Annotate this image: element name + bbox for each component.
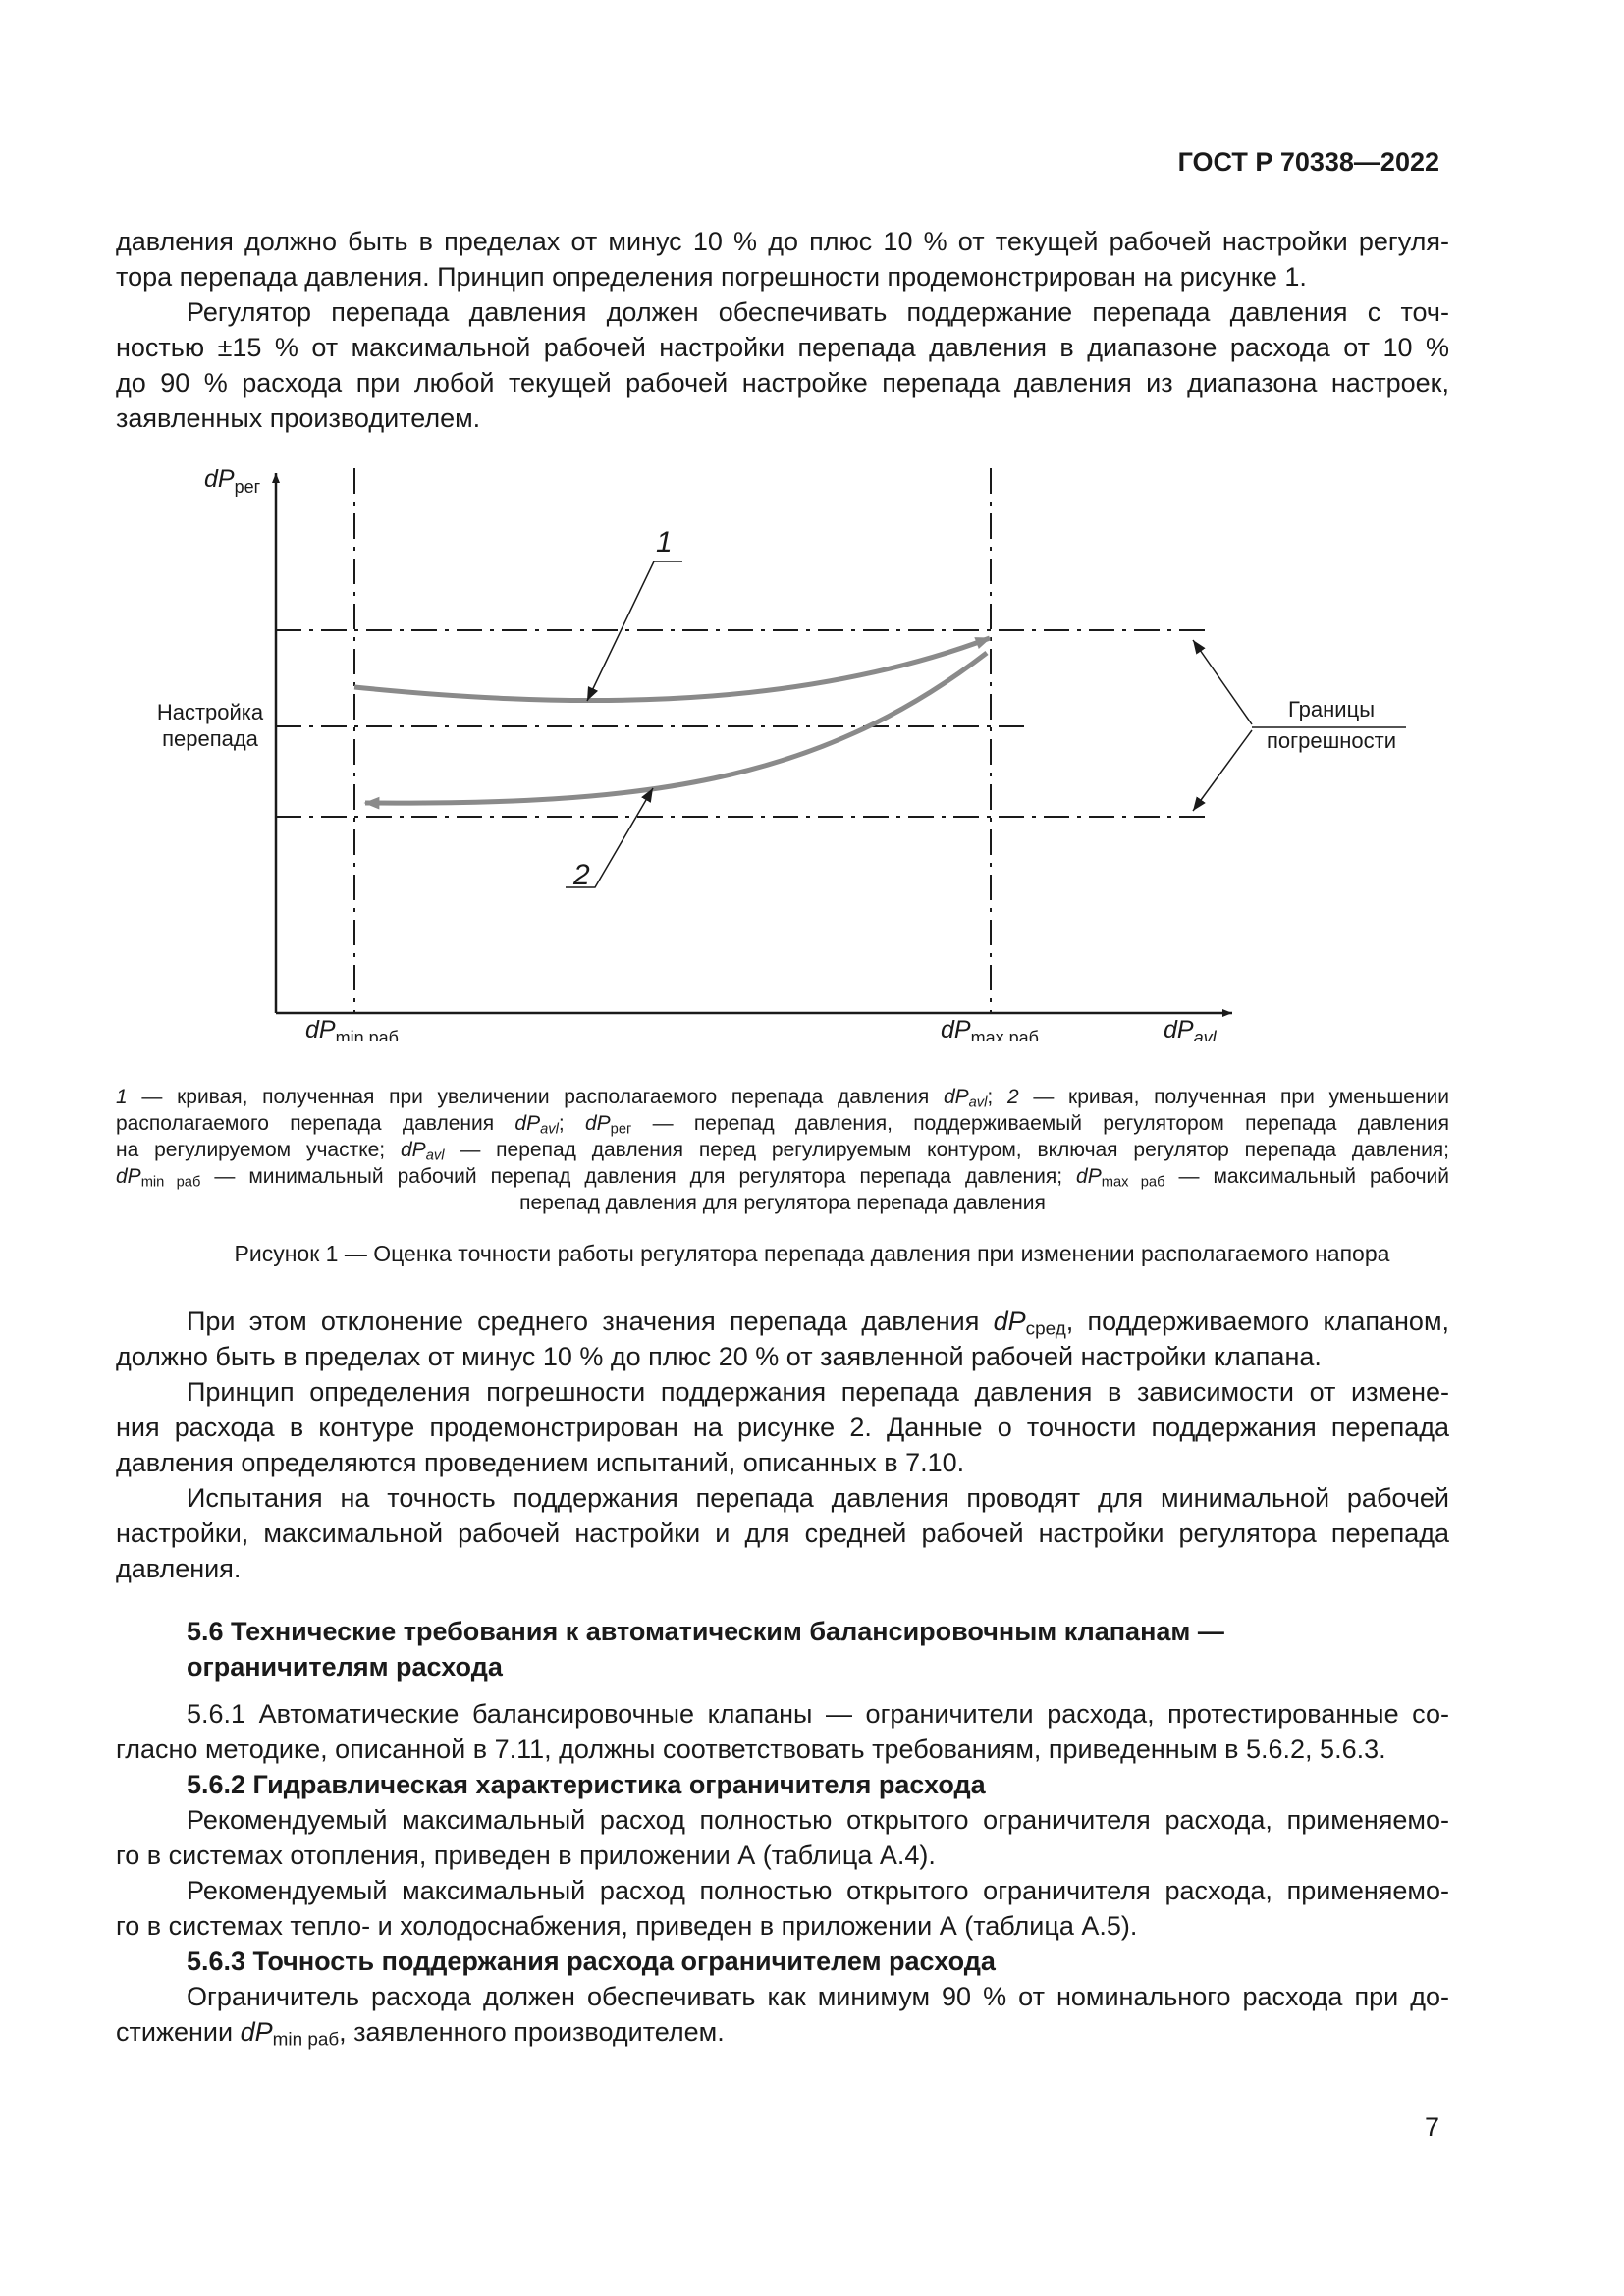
y-axis-label: $dP_{рег}$ — [204, 465, 261, 497]
paragraph-4: Принцип определения погрешности поддержания перепада давления в зависимости от измене- ния расхода в контуре продемонстрирован на рисунке 2. Данные о точности поддержания перепада давления определяются проведением испытаний, описанных в 7.10. — [116, 1377, 1449, 1477]
setting-label-line1: Настройка — [156, 700, 264, 724]
curve-increasing — [354, 638, 990, 701]
x-tick-max: $dP_{max раб}$ — [941, 1016, 1039, 1041]
x-tick-min: $dP_{min раб}$ — [305, 1016, 399, 1041]
paragraph-5-6-3: Ограничитель расхода должен обеспечивать как минимум 90 % от номинального расхода при до- стижении $dP_{min раб}$, заявленного производителем. — [116, 1982, 1449, 2051]
figure-caption: Рисунок 1 — Оценка точности работы регулятора перепада давления при изменении располагаемого напора — [234, 1241, 1390, 1266]
section-5-6-2-heading: 5.6.2 Гидравлическая характеристика ограничителя расхода — [187, 1770, 986, 1799]
bounds-label-line1: Границы — [1288, 697, 1375, 721]
paragraph-2: Регулятор перепада давления должен обеспечивать поддержание перепада давления с точ- ностью ±15 % от максимальной рабочей настройки перепада давления в диапазоне расхода от 10 % до 90 % расхода при любой текущей рабочей настройке перепада давления из диапазона настроек, заявленных производителем. — [116, 297, 1449, 433]
figure-1 — [0, 452, 1624, 1041]
bounds-leader-top — [1193, 640, 1252, 724]
curve-1-label: 1 — [656, 526, 673, 559]
curve-2-label: 2 — [573, 859, 590, 891]
document-id: ГОСТ Р 70338—2022 — [1177, 147, 1439, 177]
setting-label-line2: перепада — [162, 726, 258, 751]
paragraph-3: При этом отклонение среднего значения перепада давления $dP_{сред}$, поддерживаемого клапаном, должно быть в пределах от минус 10 % до плюс 20 % от заявленной рабочей настройки клапана. — [116, 1307, 1450, 1371]
bounds-leader-bottom — [1193, 730, 1252, 811]
paragraph-5: Испытания на точность поддержания перепада давления проводят для минимальной рабочей настройки, максимальной рабочей настройки и для средней рабочей настройки регулятора перепада давления. — [116, 1483, 1449, 1583]
x-axis-label: $dP_{avl}$ — [1164, 1016, 1217, 1041]
page-number: 7 — [1424, 2112, 1439, 2142]
section-5-6-heading: 5.6 Технические требования к автоматическим балансировочным клапанам — ограничителям расхода — [187, 1617, 1224, 1682]
paragraph-5-6-2-b: Рекомендуемый максимальный расход полностью открытого ограничителя расхода, применяемо- го в системах тепло- и холодоснабжения, приведен в приложении А (таблица А.5). — [116, 1876, 1449, 1941]
paragraph-5-6-2-a: Рекомендуемый максимальный расход полностью открытого ограничителя расхода, применяемо- го в системах отопления, приведен в приложении А (таблица А.4). — [116, 1805, 1449, 1870]
figure-1-diagram — [0, 452, 1624, 1041]
paragraph-5-6-1: 5.6.1 Автоматические балансировочные клапаны — ограничители расхода, протестированные со- гласно методике, описанной в 7.11, должны соответствовать требованиям, приведенным в 5.6.2, 5.6.3. — [116, 1699, 1449, 1764]
paragraph-1: давления должно быть в пределах от минус 10 % до плюс 10 % от текущей рабочей настройки регуля- тора перепада давления. Принцип определения погрешности продемонстрирован на рисунке 1. — [116, 227, 1449, 292]
section-5-6-3-heading: 5.6.3 Точность поддержания расхода ограничителем расхода — [187, 1947, 996, 1976]
figure-legend: 1 — кривая, полученная при увеличении располагаемого перепада давления $dP_{avl}$; 2 — кривая, полученная при уменьшении располагаемого перепада давления $dP_{avl}$; $dP_{рег}$ — перепад давления, поддерживаемый регулятором перепада давления на регулируемом участке; $dP_{avl}$ — перепад давления перед регулируемым контуром, включая регулятор перепада давления; $dP_{min раб}$ — минимальный рабочий перепад давления для регулятора перепада давления; $dP_{max раб}$ — максимальный рабочий перепад давления для регулятора перепада давления — [116, 1086, 1450, 1214]
bounds-label-line2: погрешности — [1266, 728, 1397, 753]
curve-decreasing — [365, 653, 987, 803]
